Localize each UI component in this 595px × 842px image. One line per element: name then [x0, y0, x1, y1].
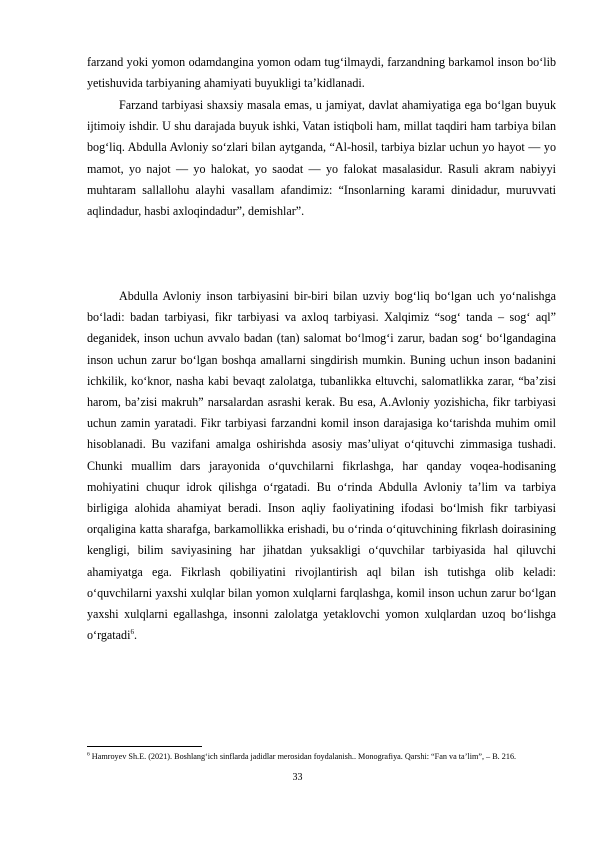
footnote-reference[interactable]: 6 [130, 628, 134, 637]
paragraph-upbringing-significance: Farzand tarbiyasi shaxsiy masala emas, u jamiyat, davlat ahamiyatiga ega bo‘lgan buyuk ijtimoiy ishdir. U shu darajada buyuk ishki, Vatan istiqboli ham, millat taqdiri ham tarbiya bilan bog‘liq. Abdulla Avloniy so‘zlari bilan aytganda, “Al-hosil, tarbiya bizlar uchun yo hayot — yo mamot, yo najot — yo halokat, yo saodat — yo falokat masalasidur. Rasuli akram nabiyyi muhtaram sallallohu alayhi vasallam afandimiz: “Insonlarning karami dinidadur, muruvvati aqlindadur, hasbi axloqindadur”, demishlar”. [87, 98, 556, 219]
paragraph-avloniy-three-directions: Abdulla Avloniy inson tarbiyasini bir-biri bilan uzviy bog‘liq bo‘lgan uch yo‘nalishga bo‘ladi: badan tarbiyasi, fikr tarbiyasi va axloq tarbiyasi. Xalqimiz “sog‘ tanda – sog‘ aql” deganidek, inson uchun avvalo badan (tan) salomat bo‘lmog‘i zarur, badan sog‘ bo‘lgandagina inson uchun zarur bo‘lgan boshqa amallarni singdirish mumkin. Buning uchun inson badanini ichkilik, ko‘knor, nasha kabi bevaqt zalolatga, tubanlikka eltuvchi, salomatlikka zarar, “ba’zisi harom, ba’zisi makruh” narsalardan asrashi kerak. Bu esa, A.Avloniy yozishicha, fikr tarbiyasi uchun zamin yaratadi. Fikr tarbiyasi farzandni komil inson darajasiga ko‘tarishda muhim omil hisoblanadi. Bu vazifani amalga oshirishda asosiy mas’uliyat o‘qituvchi zimmasiga tushadi. Chunki muallim dars jarayonida o‘quvchilarni fikrlashga, har qanday voqea-hodisaning mohiyatini chuqur idrok qilishga o‘rgatadi. Bu o‘rinda Abdulla Avloniy ta’lim va tarbiya birligiga alohida ahamiyat beradi. Inson aqliy faoliyatining ifodasi bo‘lmish fikr tarbiyasi orqaligina katta sharafga, barkamollikka erishadi, bu o‘rinda o‘qituvchining fikrlash doirasining kengligi, bilim saviyasining har jihatdan yuksakligi o‘quvchilar tarbiyasida hal qiluvchi ahamiyatga ega. Fikrlash qobiliyatini rivojlantirish aql bilan ish tutishga olib keladi: o‘quvchilarni yaxshi xulqlar bilan yomon xulqlarni farqlashga, komil inson uchun zarur bo‘lgan yaxshi xulqlarni egallashga, insonni zalolatga yetaklovchi yomon xulqlardan uzoq bo‘lishga o‘rgatadi$^6$. [87, 289, 556, 643]
paragraph-continuation: farzand yoki yomon odamdangina yomon odam tug‘ilmaydi, farzandning barkamol inson bo‘lib yetishuvida tarbiyaning ahamiyati buyukligi ta’kidlanadi. [87, 55, 556, 91]
footnote-marker: 6 [87, 751, 90, 758]
paragraph-text: Abdulla Avloniy inson tarbiyasini bir-biri bilan uzviy bog‘liq bo‘lgan uch yo‘nalishga bo‘ladi: badan tarbiyasi, fikr tarbiyasi va axloq tarbiyasi. Xalqimiz “sog‘ tanda – sog‘ aql” deganidek, inson uchun avvalo badan (tan) salomat bo‘lmog‘i zarur, badan sog‘ bo‘lgandagina inson uchun zarur bo‘lgan boshqa amallarni singdirish mumkin. Buning uchun inson badanini ichkilik, ko‘knor, nasha kabi bevaqt zalolatga, tubanlikka eltuvchi, salomatlikka zarar, “ba’zisi harom, ba’zisi makruh” narsalardan asrashi kerak. Bu esa, A.Avloniy yozishicha, fikr tarbiyasi uchun zamin yaratadi. Fikr tarbiyasi farzandni komil inson darajasiga ko‘tarishda muhim omil hisoblanadi. Bu vazifani amalga oshirishda asosiy mas’uliyat o‘qituvchi zimmasiga tushadi. Chunki muallim dars jarayonida o‘quvchilarni fikrlashga, har qanday voqea-hodisaning mohiyatini chuqur idrok qilishga o‘rgatadi. Bu o‘rinda Abdulla Avloniy ta’lim va tarbiya birligiga alohida ahamiyat beradi. Inson aqliy faoliyatining ifodasi bo‘lmish fikr tarbiyasi orqaligina katta sharafga, barkamollikka erishadi, bu o‘rinda o‘qituvchining fikrlash doirasining kengligi, bilim saviyasining har jihatdan yuksakligi o‘quvchilar tarbiyasida hal qiluvchi ahamiyatga ega. Fikrlash qobiliyatini rivojlantirish aql bilan ish tutishga olib keladi: o‘quvchilarni yaxshi xulqlar bilan yomon xulqlarni farqlashga, komil inson uchun zarur bo‘lgan yaxshi xulqlarni egallashga, insonni zalolatga yetaklovchi yomon xulqlardan uzoq bo‘lishga o‘rgatadi [87, 289, 556, 643]
footnote-separator [87, 746, 202, 747]
footnote-text: Hamroyev Sh.E. (2021). Boshlang‘ich sinflarda jadidlar merosidan foydalanish.. Monografiya. Qarshi: “Fan va ta’lim”, – B. 216. [91, 752, 517, 761]
footnote [87, 751, 556, 763]
page-number: 33 [292, 772, 303, 783]
